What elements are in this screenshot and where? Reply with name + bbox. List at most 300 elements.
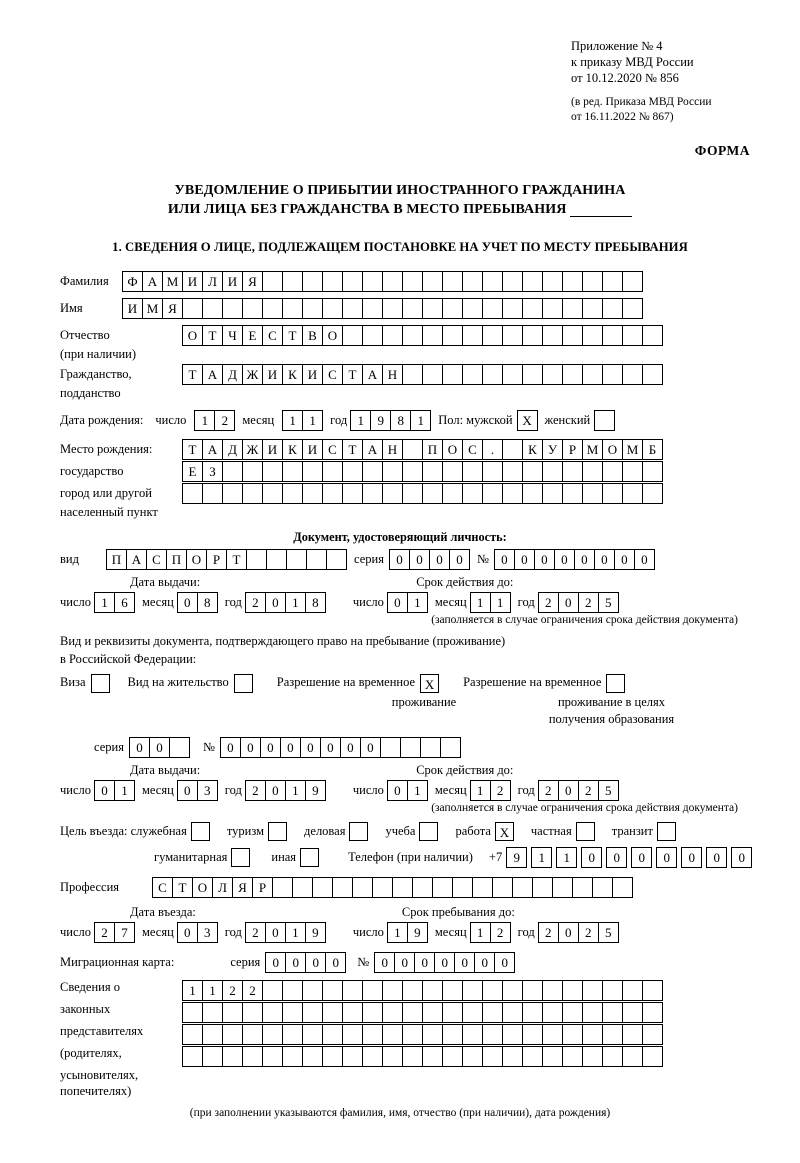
patronymic-cell[interactable] <box>542 325 563 346</box>
name-cell[interactable] <box>262 298 283 319</box>
patronymic-cell[interactable] <box>642 325 663 346</box>
profession-cell[interactable] <box>352 877 373 898</box>
profession-cell[interactable]: Л <box>212 877 233 898</box>
purpose-transit[interactable] <box>612 822 680 841</box>
profession-cell[interactable] <box>312 877 333 898</box>
profession-cell[interactable] <box>412 877 433 898</box>
idoc-type-cell[interactable]: Т <box>226 549 247 570</box>
purpose-service[interactable] <box>60 822 214 841</box>
name-cell[interactable] <box>202 298 223 319</box>
birthplace-1-cell[interactable] <box>402 439 423 460</box>
name-cell[interactable] <box>242 298 263 319</box>
legal-2-cell[interactable] <box>202 1002 223 1023</box>
legal-2-cell[interactable] <box>182 1002 203 1023</box>
idoc-number-cell[interactable]: 0 <box>534 549 555 570</box>
permit-issue-year-cell[interactable]: 2 <box>245 780 266 801</box>
patronymic-cell[interactable] <box>382 325 403 346</box>
legal-1-cell[interactable] <box>502 980 523 1001</box>
idoc-type-cell[interactable]: О <box>186 549 207 570</box>
migration-series-cell[interactable]: 0 <box>325 952 346 973</box>
purpose-other-checkbox[interactable] <box>300 848 319 867</box>
legal-3-cell[interactable] <box>282 1024 303 1045</box>
temp-residence-option[interactable] <box>277 674 439 693</box>
citizenship-cell[interactable] <box>562 364 583 385</box>
citizenship-cell[interactable]: Т <box>182 364 203 385</box>
surname-cell[interactable]: М <box>162 271 183 292</box>
name-cell[interactable] <box>402 298 423 319</box>
permit-issue-year-cell[interactable]: 0 <box>265 780 286 801</box>
permit-number-cell[interactable] <box>400 737 421 758</box>
migration-series-cell[interactable]: 0 <box>265 952 286 973</box>
purpose-business-checkbox[interactable] <box>349 822 368 841</box>
legal-3-cell[interactable] <box>422 1024 443 1045</box>
stay-year-cell[interactable]: 2 <box>538 922 559 943</box>
patronymic-cell[interactable] <box>582 325 603 346</box>
idoc-number-cell[interactable]: 0 <box>514 549 535 570</box>
birthplace-3-cell[interactable] <box>462 483 483 504</box>
surname-cell[interactable] <box>262 271 283 292</box>
idoc-type-cell[interactable] <box>306 549 327 570</box>
birthplace-2-cell[interactable] <box>342 461 363 482</box>
birthplace-2-cell[interactable] <box>262 461 283 482</box>
birthplace-2-cell[interactable] <box>522 461 543 482</box>
profession-cell[interactable] <box>512 877 533 898</box>
citizenship-cell[interactable]: Д <box>222 364 243 385</box>
legal-3-cell[interactable] <box>202 1024 223 1045</box>
permit-number-cell[interactable] <box>380 737 401 758</box>
birthplace-input-row-2[interactable] <box>182 461 662 482</box>
legal-1-cell[interactable] <box>422 980 443 1001</box>
migration-number-cell[interactable]: 0 <box>474 952 495 973</box>
permit-issue-month-cell[interactable]: 0 <box>177 780 198 801</box>
purpose-study[interactable] <box>385 822 442 841</box>
legal-1-cell[interactable] <box>442 980 463 1001</box>
migration-number-cell[interactable]: 0 <box>454 952 475 973</box>
birthplace-1-cell[interactable]: К <box>522 439 543 460</box>
legal-2-cell[interactable] <box>362 1002 383 1023</box>
name-input[interactable] <box>122 298 642 319</box>
legal-3-cell[interactable] <box>442 1024 463 1045</box>
legal-2-cell[interactable] <box>462 1002 483 1023</box>
citizenship-cell[interactable] <box>462 364 483 385</box>
permit-series-input[interactable] <box>129 737 189 758</box>
idoc-valid-day-cell[interactable]: 0 <box>387 592 408 613</box>
surname-cell[interactable] <box>542 271 563 292</box>
surname-cell[interactable] <box>622 271 643 292</box>
name-cell[interactable] <box>522 298 543 319</box>
legal-2-cell[interactable] <box>442 1002 463 1023</box>
birth-day-cell[interactable]: 1 <box>194 410 215 431</box>
legal-2-cell[interactable] <box>482 1002 503 1023</box>
name-cell[interactable] <box>622 298 643 319</box>
legal-1-cell[interactable] <box>302 980 323 1001</box>
migration-number-cell[interactable]: 0 <box>374 952 395 973</box>
phone-cell[interactable]: 0 <box>631 847 652 868</box>
birthplace-1-cell[interactable]: О <box>442 439 463 460</box>
legal-4-cell[interactable] <box>382 1046 403 1067</box>
idoc-series-input[interactable] <box>389 549 469 570</box>
legal-1-cell[interactable] <box>602 980 623 1001</box>
birthplace-2-cell[interactable] <box>482 461 503 482</box>
surname-cell[interactable] <box>502 271 523 292</box>
idoc-issue-day-input[interactable] <box>94 592 134 613</box>
citizenship-cell[interactable] <box>442 364 463 385</box>
idoc-type-cell[interactable] <box>286 549 307 570</box>
surname-cell[interactable]: Л <box>202 271 223 292</box>
phone-input[interactable] <box>506 847 756 868</box>
birthplace-3-cell[interactable] <box>362 483 383 504</box>
profession-cell[interactable] <box>532 877 553 898</box>
name-cell[interactable]: М <box>142 298 163 319</box>
permit-valid-year-cell[interactable]: 5 <box>598 780 619 801</box>
legal-1-cell[interactable]: 2 <box>222 980 243 1001</box>
birthplace-3-cell[interactable] <box>482 483 503 504</box>
legal-2-cell[interactable] <box>542 1002 563 1023</box>
patronymic-cell[interactable] <box>462 325 483 346</box>
idoc-number-cell[interactable]: 0 <box>574 549 595 570</box>
legal-4-cell[interactable] <box>202 1046 223 1067</box>
patronymic-cell[interactable] <box>502 325 523 346</box>
stay-month-cell[interactable]: 2 <box>490 922 511 943</box>
name-cell[interactable] <box>362 298 383 319</box>
idoc-valid-year-input[interactable] <box>538 592 618 613</box>
patronymic-cell[interactable]: О <box>322 325 343 346</box>
name-cell[interactable] <box>542 298 563 319</box>
legal-3-cell[interactable] <box>602 1024 623 1045</box>
name-cell[interactable] <box>222 298 243 319</box>
idoc-type-cell[interactable]: П <box>106 549 127 570</box>
permit-number-cell[interactable]: 0 <box>260 737 281 758</box>
profession-cell[interactable] <box>432 877 453 898</box>
profession-cell[interactable]: О <box>192 877 213 898</box>
legal-1-cell[interactable]: 2 <box>242 980 263 1001</box>
legal-1-cell[interactable] <box>482 980 503 1001</box>
birth-month-cell[interactable]: 1 <box>302 410 323 431</box>
name-cell[interactable] <box>422 298 443 319</box>
idoc-issue-day-cell[interactable]: 6 <box>114 592 135 613</box>
birthplace-3-cell[interactable] <box>242 483 263 504</box>
birthplace-1-cell[interactable]: И <box>262 439 283 460</box>
permit-number-cell[interactable] <box>440 737 461 758</box>
permit-issue-month-input[interactable] <box>177 780 217 801</box>
entry-month-cell[interactable]: 0 <box>177 922 198 943</box>
birthplace-3-cell[interactable] <box>442 483 463 504</box>
legal-4-cell[interactable] <box>262 1046 283 1067</box>
visa-checkbox[interactable] <box>91 674 110 693</box>
profession-input[interactable] <box>152 877 632 898</box>
profession-cell[interactable]: Р <box>252 877 273 898</box>
idoc-valid-year-cell[interactable]: 2 <box>538 592 559 613</box>
purpose-humanitarian-checkbox[interactable] <box>231 848 250 867</box>
legal-4-cell[interactable] <box>322 1046 343 1067</box>
stay-month-input[interactable] <box>470 922 510 943</box>
entry-day-input[interactable] <box>94 922 134 943</box>
legal-4-cell[interactable] <box>242 1046 263 1067</box>
legal-1-cell[interactable] <box>262 980 283 1001</box>
patronymic-cell[interactable] <box>442 325 463 346</box>
legal-4-cell[interactable] <box>402 1046 423 1067</box>
legal-3-cell[interactable] <box>642 1024 663 1045</box>
purpose-transit-checkbox[interactable] <box>657 822 676 841</box>
birthplace-3-cell[interactable] <box>182 483 203 504</box>
birthplace-1-cell[interactable]: Д <box>222 439 243 460</box>
stay-day-input[interactable] <box>387 922 427 943</box>
legal-4-cell[interactable] <box>442 1046 463 1067</box>
stay-day-cell[interactable]: 1 <box>387 922 408 943</box>
legal-3-cell[interactable] <box>322 1024 343 1045</box>
profession-cell[interactable] <box>292 877 313 898</box>
profession-cell[interactable] <box>592 877 613 898</box>
name-cell[interactable] <box>502 298 523 319</box>
name-cell[interactable] <box>342 298 363 319</box>
patronymic-cell[interactable]: Т <box>282 325 303 346</box>
migration-number-cell[interactable]: 0 <box>394 952 415 973</box>
birthplace-2-cell[interactable]: З <box>202 461 223 482</box>
legal-4-cell[interactable] <box>522 1046 543 1067</box>
legal-3-cell[interactable] <box>242 1024 263 1045</box>
legal-2-cell[interactable] <box>242 1002 263 1023</box>
surname-cell[interactable]: И <box>222 271 243 292</box>
birthplace-1-cell[interactable]: Б <box>642 439 663 460</box>
legal-4-cell[interactable] <box>342 1046 363 1067</box>
birthplace-3-cell[interactable] <box>582 483 603 504</box>
phone-cell[interactable]: 0 <box>706 847 727 868</box>
legal-4-cell[interactable] <box>562 1046 583 1067</box>
birthplace-1-cell[interactable]: П <box>422 439 443 460</box>
purpose-business[interactable] <box>304 822 372 841</box>
birthplace-3-cell[interactable] <box>302 483 323 504</box>
idoc-valid-month-cell[interactable]: 1 <box>490 592 511 613</box>
legal-4-cell[interactable] <box>602 1046 623 1067</box>
idoc-number-input[interactable] <box>494 549 654 570</box>
idoc-type-cell[interactable]: А <box>126 549 147 570</box>
birth-year-cell[interactable]: 8 <box>390 410 411 431</box>
patronymic-cell[interactable] <box>402 325 423 346</box>
birthplace-1-cell[interactable]: А <box>202 439 223 460</box>
legal-3-cell[interactable] <box>402 1024 423 1045</box>
birthplace-1-cell[interactable]: А <box>362 439 383 460</box>
legal-4-cell[interactable] <box>642 1046 663 1067</box>
profession-cell[interactable] <box>492 877 513 898</box>
migration-series-cell[interactable]: 0 <box>305 952 326 973</box>
birth-month-cell[interactable]: 1 <box>282 410 303 431</box>
surname-cell[interactable] <box>602 271 623 292</box>
entry-month-cell[interactable]: 3 <box>197 922 218 943</box>
profession-cell[interactable] <box>332 877 353 898</box>
phone-cell[interactable]: 1 <box>556 847 577 868</box>
legal-rep-input-row-1[interactable] <box>182 980 662 1001</box>
birthplace-3-cell[interactable] <box>542 483 563 504</box>
citizenship-cell[interactable]: А <box>362 364 383 385</box>
profession-cell[interactable]: Т <box>172 877 193 898</box>
permit-number-cell[interactable] <box>420 737 441 758</box>
birthplace-3-cell[interactable] <box>342 483 363 504</box>
profession-cell[interactable] <box>552 877 573 898</box>
legal-3-cell[interactable] <box>522 1024 543 1045</box>
citizenship-cell[interactable] <box>482 364 503 385</box>
entry-day-cell[interactable]: 7 <box>114 922 135 943</box>
profession-cell[interactable]: С <box>152 877 173 898</box>
name-cell[interactable] <box>382 298 403 319</box>
legal-2-cell[interactable] <box>342 1002 363 1023</box>
legal-1-cell[interactable] <box>622 980 643 1001</box>
purpose-private[interactable] <box>531 822 599 841</box>
entry-year-cell[interactable]: 0 <box>265 922 286 943</box>
residence-option[interactable] <box>128 674 253 693</box>
birthplace-2-cell[interactable] <box>242 461 263 482</box>
profession-cell[interactable] <box>612 877 633 898</box>
purpose-tourism[interactable] <box>227 822 291 841</box>
birthplace-input-row-3[interactable] <box>182 483 662 504</box>
legal-3-cell[interactable] <box>482 1024 503 1045</box>
permit-number-cell[interactable]: 0 <box>300 737 321 758</box>
name-cell[interactable]: И <box>122 298 143 319</box>
citizenship-cell[interactable] <box>422 364 443 385</box>
migration-number-cell[interactable]: 0 <box>494 952 515 973</box>
patronymic-cell[interactable] <box>422 325 443 346</box>
patronymic-cell[interactable]: С <box>262 325 283 346</box>
birthplace-2-cell[interactable] <box>422 461 443 482</box>
residence-checkbox[interactable] <box>234 674 253 693</box>
citizenship-cell[interactable] <box>622 364 643 385</box>
legal-4-cell[interactable] <box>622 1046 643 1067</box>
name-cell[interactable] <box>282 298 303 319</box>
birthplace-2-cell[interactable] <box>582 461 603 482</box>
legal-2-cell[interactable] <box>422 1002 443 1023</box>
stay-year-cell[interactable]: 2 <box>578 922 599 943</box>
permit-series-cell[interactable]: 0 <box>149 737 170 758</box>
legal-1-cell[interactable]: 1 <box>182 980 203 1001</box>
legal-4-cell[interactable] <box>302 1046 323 1067</box>
legal-2-cell[interactable] <box>382 1002 403 1023</box>
purpose-study-checkbox[interactable] <box>419 822 438 841</box>
temp-residence-checkbox[interactable]: X <box>420 674 439 693</box>
birthplace-3-cell[interactable] <box>202 483 223 504</box>
profession-cell[interactable] <box>372 877 393 898</box>
birth-year-input[interactable] <box>350 410 430 431</box>
legal-3-cell[interactable] <box>502 1024 523 1045</box>
permit-issue-year-input[interactable] <box>245 780 325 801</box>
birthplace-3-cell[interactable] <box>382 483 403 504</box>
surname-cell[interactable]: Я <box>242 271 263 292</box>
legal-3-cell[interactable] <box>362 1024 383 1045</box>
legal-1-cell[interactable] <box>362 980 383 1001</box>
legal-1-cell[interactable] <box>322 980 343 1001</box>
idoc-number-cell[interactable]: 0 <box>614 549 635 570</box>
citizenship-cell[interactable] <box>502 364 523 385</box>
surname-cell[interactable] <box>362 271 383 292</box>
migration-number-cell[interactable]: 0 <box>414 952 435 973</box>
idoc-valid-year-cell[interactable]: 2 <box>578 592 599 613</box>
idoc-number-cell[interactable]: 0 <box>554 549 575 570</box>
patronymic-cell[interactable] <box>562 325 583 346</box>
idoc-number-cell[interactable]: 0 <box>594 549 615 570</box>
surname-cell[interactable] <box>482 271 503 292</box>
birthplace-1-cell[interactable]: С <box>322 439 343 460</box>
sex-male-checkbox[interactable]: X <box>517 410 538 431</box>
birthplace-3-cell[interactable] <box>602 483 623 504</box>
stay-year-cell[interactable]: 5 <box>598 922 619 943</box>
surname-cell[interactable] <box>462 271 483 292</box>
patronymic-cell[interactable] <box>342 325 363 346</box>
idoc-valid-month-cell[interactable]: 1 <box>470 592 491 613</box>
legal-4-cell[interactable] <box>582 1046 603 1067</box>
idoc-issue-month-cell[interactable]: 0 <box>177 592 198 613</box>
legal-3-cell[interactable] <box>382 1024 403 1045</box>
visa-option[interactable] <box>60 674 110 693</box>
idoc-valid-day-input[interactable] <box>387 592 427 613</box>
citizenship-cell[interactable] <box>542 364 563 385</box>
patronymic-cell[interactable] <box>482 325 503 346</box>
legal-1-cell[interactable] <box>642 980 663 1001</box>
sex-female-checkbox[interactable] <box>594 410 615 431</box>
surname-input[interactable] <box>122 271 642 292</box>
surname-cell[interactable] <box>342 271 363 292</box>
birthplace-3-cell[interactable] <box>422 483 443 504</box>
stay-day-cell[interactable]: 9 <box>407 922 428 943</box>
birthplace-3-cell[interactable] <box>222 483 243 504</box>
citizenship-cell[interactable] <box>582 364 603 385</box>
idoc-series-cell[interactable]: 0 <box>389 549 410 570</box>
birthplace-2-cell[interactable] <box>322 461 343 482</box>
purpose-other[interactable] <box>271 848 323 867</box>
idoc-type-cell[interactable] <box>246 549 267 570</box>
migration-series-input[interactable] <box>265 952 345 973</box>
legal-2-cell[interactable] <box>602 1002 623 1023</box>
birthplace-2-cell[interactable]: Е <box>182 461 203 482</box>
idoc-issue-day-cell[interactable]: 1 <box>94 592 115 613</box>
phone-cell[interactable]: 1 <box>531 847 552 868</box>
phone-cell[interactable]: 0 <box>656 847 677 868</box>
legal-3-cell[interactable] <box>462 1024 483 1045</box>
permit-issue-day-input[interactable] <box>94 780 134 801</box>
idoc-issue-year-input[interactable] <box>245 592 325 613</box>
permit-valid-month-input[interactable] <box>470 780 510 801</box>
permit-issue-day-cell[interactable]: 1 <box>114 780 135 801</box>
citizenship-cell[interactable]: Т <box>342 364 363 385</box>
legal-2-cell[interactable] <box>582 1002 603 1023</box>
idoc-issue-month-input[interactable] <box>177 592 217 613</box>
surname-cell[interactable]: И <box>182 271 203 292</box>
surname-cell[interactable] <box>302 271 323 292</box>
birthplace-1-cell[interactable]: Н <box>382 439 403 460</box>
idoc-issue-month-cell[interactable]: 8 <box>197 592 218 613</box>
surname-cell[interactable]: Ф <box>122 271 143 292</box>
legal-2-cell[interactable] <box>302 1002 323 1023</box>
idoc-type-cell[interactable] <box>326 549 347 570</box>
phone-cell[interactable]: 0 <box>606 847 627 868</box>
permit-valid-day-input[interactable] <box>387 780 427 801</box>
phone-cell[interactable]: 9 <box>506 847 527 868</box>
birthplace-input-row-1[interactable] <box>182 439 662 460</box>
patronymic-input[interactable] <box>182 325 662 346</box>
stay-year-input[interactable] <box>538 922 618 943</box>
citizenship-cell[interactable]: И <box>302 364 323 385</box>
birthplace-3-cell[interactable] <box>562 483 583 504</box>
birthplace-1-cell[interactable]: К <box>282 439 303 460</box>
birthplace-2-cell[interactable] <box>502 461 523 482</box>
legal-1-cell[interactable] <box>382 980 403 1001</box>
permit-series-cell[interactable]: 0 <box>129 737 150 758</box>
birthplace-2-cell[interactable] <box>602 461 623 482</box>
permit-issue-year-cell[interactable]: 1 <box>285 780 306 801</box>
birthplace-1-cell[interactable]: Ж <box>242 439 263 460</box>
legal-2-cell[interactable] <box>282 1002 303 1023</box>
name-cell[interactable] <box>302 298 323 319</box>
name-cell[interactable] <box>602 298 623 319</box>
legal-4-cell[interactable] <box>482 1046 503 1067</box>
idoc-issue-year-cell[interactable]: 1 <box>285 592 306 613</box>
